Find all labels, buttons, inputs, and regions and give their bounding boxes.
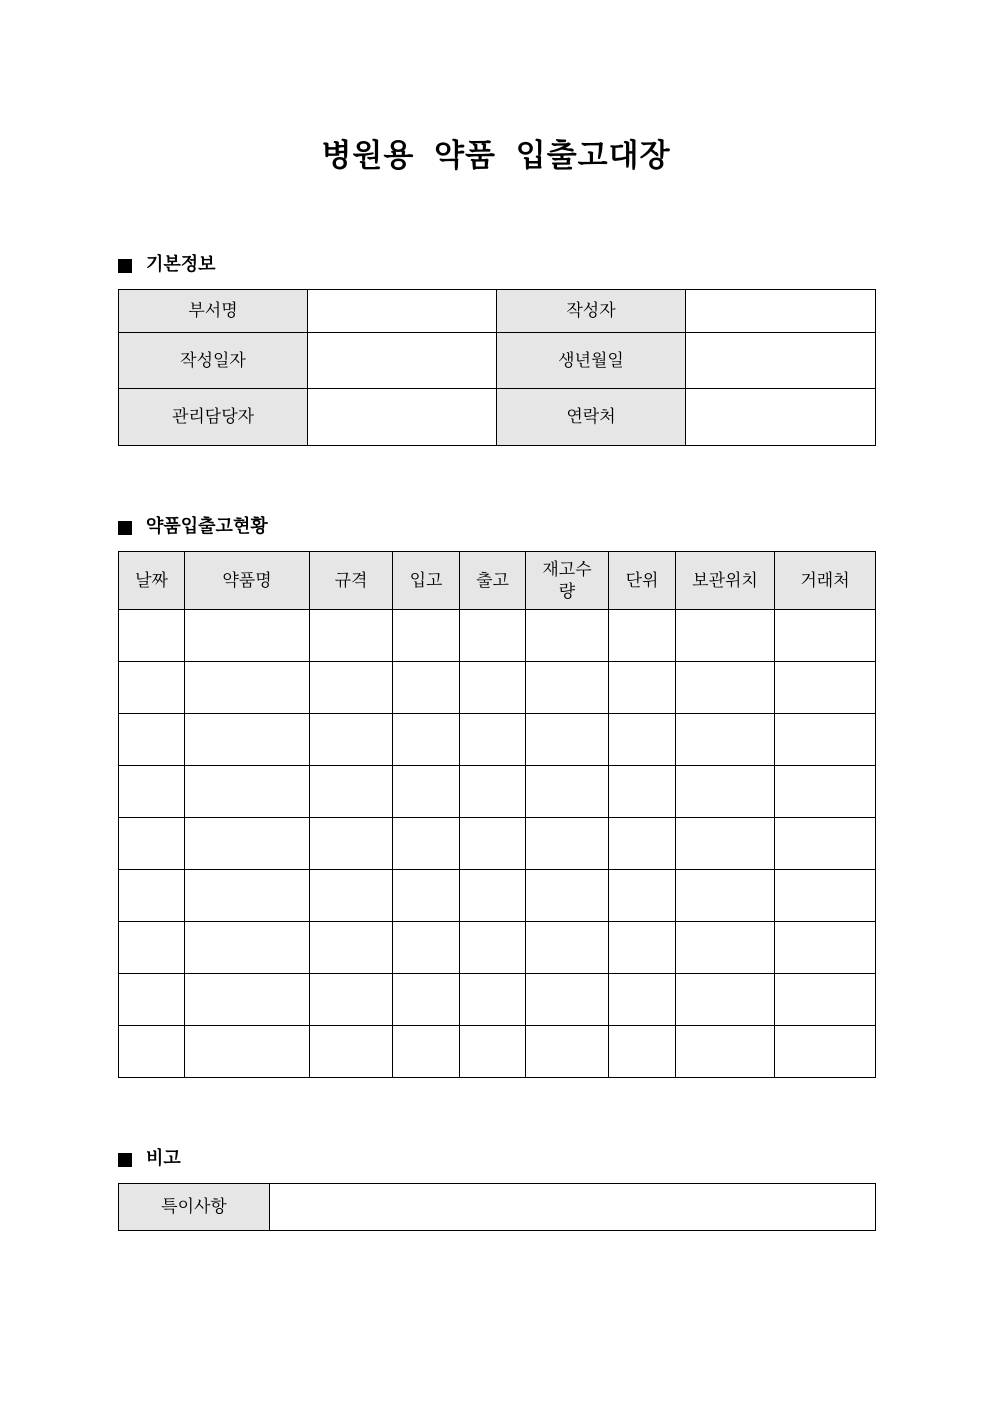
table-cell[interactable]: [676, 610, 775, 662]
special-notes-label: 특이사항: [119, 1184, 270, 1231]
table-cell[interactable]: [526, 922, 609, 974]
square-bullet-icon: [118, 1153, 132, 1167]
table-cell[interactable]: [676, 1026, 775, 1078]
section-heading-label: 비고: [146, 1148, 181, 1169]
table-cell[interactable]: [119, 870, 185, 922]
table-row: [119, 714, 876, 766]
section-heading-label: 기본정보: [146, 254, 216, 275]
table-cell[interactable]: [676, 766, 775, 818]
table-cell[interactable]: [310, 922, 393, 974]
table-cell[interactable]: [609, 870, 676, 922]
table-row: [119, 974, 876, 1026]
col-header-location: 보관위치: [676, 552, 775, 610]
table-cell[interactable]: [393, 974, 460, 1026]
stock-table: [118, 551, 876, 1078]
section-heading-basic-info: [118, 253, 216, 277]
table-row: [119, 290, 876, 333]
table-cell[interactable]: [676, 974, 775, 1026]
table-cell[interactable]: [310, 818, 393, 870]
table-cell[interactable]: [119, 1026, 185, 1078]
basic-info-table: [118, 289, 876, 446]
table-cell[interactable]: [676, 870, 775, 922]
table-cell[interactable]: [775, 818, 876, 870]
table-cell[interactable]: [609, 974, 676, 1026]
table-cell[interactable]: [775, 610, 876, 662]
section-heading-remarks: [118, 1147, 181, 1171]
table-cell[interactable]: [310, 714, 393, 766]
col-header-unit: 단위: [609, 552, 676, 610]
table-cell[interactable]: [310, 870, 393, 922]
table-cell[interactable]: [609, 714, 676, 766]
table-cell[interactable]: [310, 1026, 393, 1078]
table-cell[interactable]: [119, 818, 185, 870]
section-heading-stock: [118, 515, 268, 539]
col-header-spec: 규격: [310, 552, 393, 610]
section-heading-label: 약품입출고현황: [146, 516, 268, 537]
table-cell[interactable]: [393, 870, 460, 922]
square-bullet-icon: [118, 259, 132, 273]
col-header-in: 입고: [393, 552, 460, 610]
table-cell[interactable]: [310, 974, 393, 1026]
contact-field[interactable]: [686, 389, 876, 446]
table-row: [119, 333, 876, 389]
table-cell[interactable]: [393, 662, 460, 714]
table-row: [119, 870, 876, 922]
table-cell[interactable]: [526, 610, 609, 662]
table-row: [119, 610, 876, 662]
table-cell[interactable]: [185, 714, 310, 766]
table-cell[interactable]: [119, 714, 185, 766]
table-cell[interactable]: [185, 662, 310, 714]
table-cell[interactable]: [775, 974, 876, 1026]
table-row: [119, 818, 876, 870]
table-cell[interactable]: [460, 610, 526, 662]
table-cell[interactable]: [775, 1026, 876, 1078]
birth-date-field[interactable]: [686, 333, 876, 389]
table-cell[interactable]: [526, 818, 609, 870]
table-cell[interactable]: [609, 610, 676, 662]
table-cell[interactable]: [526, 1026, 609, 1078]
table-cell[interactable]: [676, 818, 775, 870]
table-cell[interactable]: [775, 662, 876, 714]
date-written-label: 작성일자: [119, 333, 308, 389]
table-cell[interactable]: [460, 714, 526, 766]
table-cell[interactable]: [119, 766, 185, 818]
table-cell[interactable]: [609, 766, 676, 818]
manager-field[interactable]: [308, 389, 497, 446]
table-cell[interactable]: [393, 922, 460, 974]
table-cell[interactable]: [393, 1026, 460, 1078]
table-cell[interactable]: [393, 818, 460, 870]
square-bullet-icon: [118, 521, 132, 535]
table-row: [119, 766, 876, 818]
table-cell[interactable]: [676, 662, 775, 714]
col-header-drug-name: 약품명: [185, 552, 310, 610]
department-label: 부서명: [119, 290, 308, 333]
table-cell[interactable]: [393, 766, 460, 818]
table-cell[interactable]: [676, 714, 775, 766]
table-cell[interactable]: [310, 662, 393, 714]
table-cell[interactable]: [460, 870, 526, 922]
table-cell[interactable]: [310, 766, 393, 818]
table-row: [119, 389, 876, 446]
author-label: 작성자: [497, 290, 686, 333]
table-cell[interactable]: [775, 870, 876, 922]
table-cell[interactable]: [676, 922, 775, 974]
department-field[interactable]: [308, 290, 497, 333]
table-cell[interactable]: [526, 766, 609, 818]
table-cell[interactable]: [119, 610, 185, 662]
date-written-field[interactable]: [308, 333, 497, 389]
table-cell[interactable]: [119, 974, 185, 1026]
table-cell[interactable]: [185, 922, 310, 974]
table-cell[interactable]: [460, 1026, 526, 1078]
table-cell[interactable]: [609, 1026, 676, 1078]
table-cell[interactable]: [185, 1026, 310, 1078]
table-cell[interactable]: [775, 922, 876, 974]
col-header-supplier: 거래처: [775, 552, 876, 610]
col-header-date: 날짜: [119, 552, 185, 610]
author-field[interactable]: [686, 290, 876, 333]
table-cell[interactable]: [775, 714, 876, 766]
manager-label: 관리담당자: [119, 389, 308, 446]
special-notes-field[interactable]: [270, 1184, 876, 1231]
table-cell[interactable]: [119, 662, 185, 714]
table-cell[interactable]: [185, 974, 310, 1026]
contact-label: 연락처: [497, 389, 686, 446]
table-header-row: [119, 552, 876, 610]
table-cell[interactable]: [393, 714, 460, 766]
table-cell[interactable]: [526, 974, 609, 1026]
table-cell[interactable]: [460, 922, 526, 974]
table-cell[interactable]: [775, 766, 876, 818]
table-cell[interactable]: [609, 662, 676, 714]
table-row: [119, 1026, 876, 1078]
table-cell[interactable]: [526, 714, 609, 766]
table-cell[interactable]: [393, 610, 460, 662]
page-title: 병원용 약품 입출고대장: [321, 138, 671, 174]
table-cell[interactable]: [609, 818, 676, 870]
table-cell[interactable]: [460, 818, 526, 870]
table-cell[interactable]: [526, 662, 609, 714]
table-cell[interactable]: [119, 922, 185, 974]
table-cell[interactable]: [460, 766, 526, 818]
table-cell[interactable]: [460, 974, 526, 1026]
remarks-table: [118, 1183, 876, 1231]
table-cell[interactable]: [185, 870, 310, 922]
table-row: [119, 1184, 876, 1231]
table-row: [119, 922, 876, 974]
table-cell[interactable]: [310, 610, 393, 662]
table-cell[interactable]: [185, 610, 310, 662]
col-header-out: 출고: [460, 552, 526, 610]
table-cell[interactable]: [609, 922, 676, 974]
birth-date-label: 생년월일: [497, 333, 686, 389]
table-cell[interactable]: [526, 870, 609, 922]
table-cell[interactable]: [185, 766, 310, 818]
table-cell[interactable]: [460, 662, 526, 714]
table-cell[interactable]: [185, 818, 310, 870]
col-header-stock-qty: 재고수량: [526, 552, 609, 610]
table-row: [119, 662, 876, 714]
